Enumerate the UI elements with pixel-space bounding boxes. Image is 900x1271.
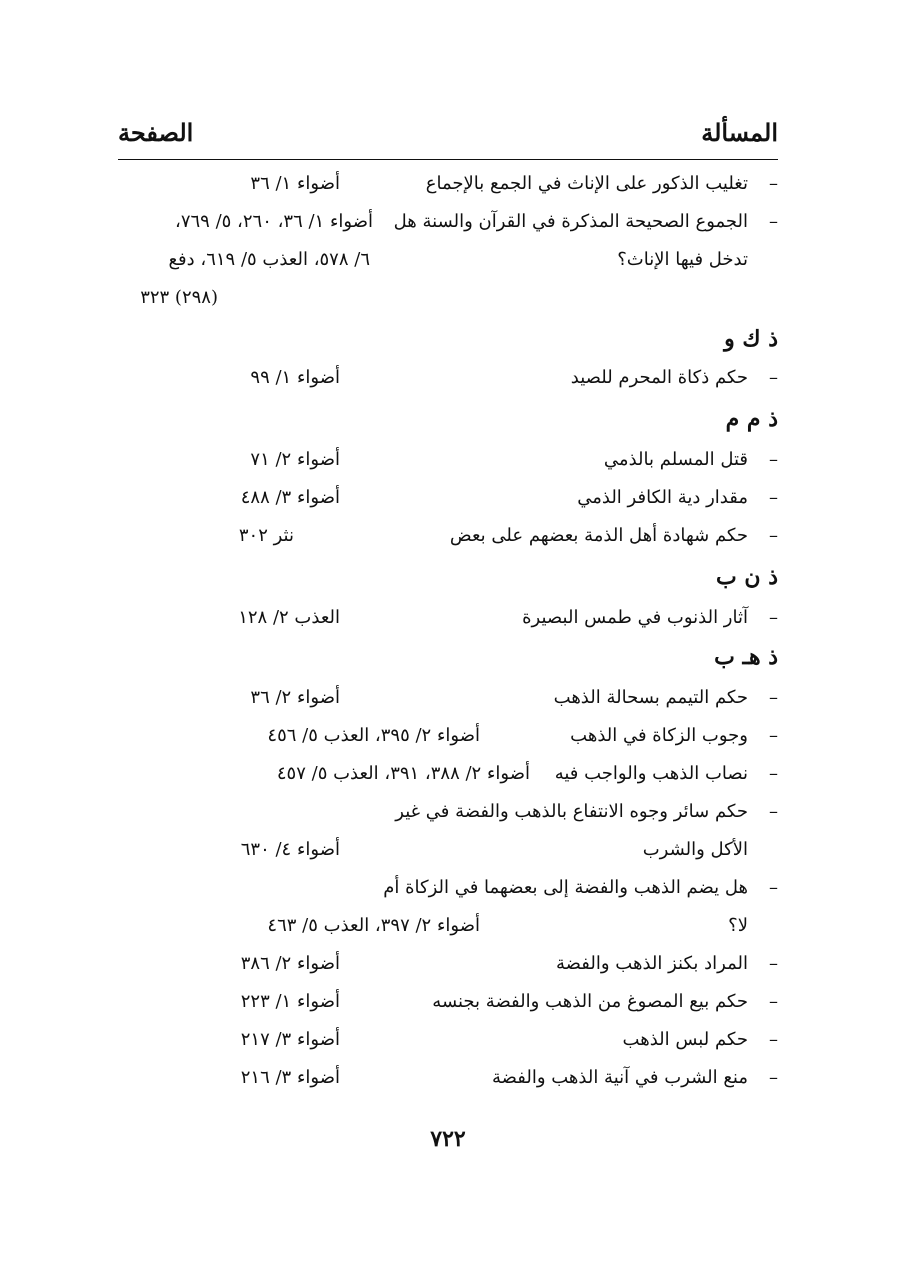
- entry-dash: –: [769, 687, 778, 708]
- entry-dash: –: [769, 211, 778, 232]
- index-entry: [118, 484, 778, 512]
- index-entry: [118, 446, 778, 474]
- entry-reference-continued: ٦/ ٥٧٨، العذب ٥/ ٦١٩، دفع: [168, 249, 370, 270]
- entry-dash: –: [769, 991, 778, 1012]
- entry-topic: المراد بكنز الذهب والفضة: [556, 953, 748, 974]
- index-entry: [118, 170, 778, 198]
- entry-topic: قتل المسلم بالذمي: [603, 449, 748, 470]
- entry-topic: هل يضم الذهب والفضة إلى بعضهما في الزكاة أم: [383, 877, 748, 898]
- entry-topic: منع الشرب في آنية الذهب والفضة: [491, 1067, 748, 1088]
- index-entry: [118, 522, 778, 550]
- table-header: [118, 118, 778, 158]
- entry-topic: حكم ذكاة المحرم للصيد: [570, 367, 748, 388]
- entry-dash: –: [769, 173, 778, 194]
- entry-dash: –: [769, 525, 778, 546]
- entry-topic-continued: لا؟: [728, 915, 748, 936]
- entry-dash: –: [769, 953, 778, 974]
- entry-reference: نثر ٣٠٢: [238, 525, 294, 546]
- section-heading: ذ ن ب: [716, 564, 778, 590]
- entry-reference: أضواء ٢/ ٧١: [250, 449, 340, 470]
- entry-reference: أضواء ١/ ٣٦: [250, 173, 340, 194]
- entry-topic: تغليب الذكور على الإناث في الجمع بالإجماع: [425, 173, 748, 194]
- entry-dash: –: [769, 449, 778, 470]
- index-entry: [118, 760, 778, 788]
- entry-topic: مقدار دية الكافر الذمي: [577, 487, 748, 508]
- index-entry: [118, 684, 778, 712]
- entry-dash: –: [769, 763, 778, 784]
- index-entry-continued: [118, 912, 778, 940]
- page-column-header: الصفحة: [118, 118, 194, 147]
- section-heading: ذ م م: [725, 406, 778, 432]
- entry-topic-continued: تدخل فيها الإناث؟: [617, 249, 748, 270]
- index-entry-continued: [118, 836, 778, 864]
- index-entry: [118, 988, 778, 1016]
- entry-reference: أضواء ١/ ٣٦، ٢٦٠، ٥/ ٧٦٩،: [175, 211, 373, 232]
- index-entry-continued: [118, 246, 778, 274]
- index-page: [118, 0, 778, 1271]
- index-entry: [118, 604, 778, 632]
- entry-reference: أضواء ٣/ ٢١٦: [240, 1067, 340, 1088]
- entry-dash: –: [769, 487, 778, 508]
- entry-topic: الجموع الصحيحة المذكرة في القرآن والسنة هل: [393, 211, 748, 232]
- entry-reference: أضواء ٢/ ٣٩٥، العذب ٥/ ٤٥٦: [267, 725, 480, 746]
- entry-reference: العذب ٢/ ١٢٨: [238, 607, 340, 628]
- entry-topic: وجوب الزكاة في الذهب: [570, 725, 748, 746]
- index-entry: [118, 722, 778, 750]
- index-entry: [118, 950, 778, 978]
- entry-dash: –: [769, 725, 778, 746]
- entry-topic: نصاب الذهب والواجب فيه: [554, 763, 748, 784]
- index-entry: [118, 798, 778, 826]
- index-entry: [118, 364, 778, 392]
- entry-topic: حكم لبس الذهب: [622, 1029, 748, 1050]
- entry-topic: حكم التيمم بسحالة الذهب: [553, 687, 748, 708]
- index-entry-continued: [118, 284, 778, 312]
- index-entry: [118, 208, 778, 236]
- entry-reference: أضواء ١/ ٢٢٣: [240, 991, 340, 1012]
- entry-topic-continued: الأكل والشرب: [642, 839, 748, 860]
- entry-dash: –: [769, 1067, 778, 1088]
- entry-dash: –: [769, 877, 778, 898]
- section-heading: ذ هـ ب: [714, 644, 778, 670]
- issue-column-header: المسألة: [701, 118, 778, 147]
- entry-topic: حكم شهادة أهل الذمة بعضهم على بعض: [449, 525, 748, 546]
- header-divider: [118, 159, 778, 160]
- page-number: ٧٢٢: [430, 1126, 466, 1152]
- entry-topic: آثار الذنوب في طمس البصيرة: [522, 607, 748, 628]
- index-entry: [118, 1026, 778, 1054]
- entry-reference: أضواء ٣/ ٢١٧: [240, 1029, 340, 1050]
- entry-dash: –: [769, 1029, 778, 1050]
- entry-reference: أضواء ٢/ ٣٨٨، ٣٩١، العذب ٥/ ٤٥٧: [276, 763, 530, 784]
- entry-reference: أضواء ٢/ ٣٦: [250, 687, 340, 708]
- entry-topic: حكم سائر وجوه الانتفاع بالذهب والفضة في غير: [395, 801, 748, 822]
- entry-reference: أضواء ٢/ ٣٨٦: [240, 953, 340, 974]
- entry-dash: –: [769, 801, 778, 822]
- entry-reference: أضواء ٤/ ٦٣٠: [240, 839, 340, 860]
- entry-reference: أضواء ١/ ٩٩: [250, 367, 340, 388]
- entry-reference: أضواء ٢/ ٣٩٧، العذب ٥/ ٤٦٣: [267, 915, 480, 936]
- section-heading: ذ ك و: [724, 326, 778, 352]
- entry-dash: –: [769, 607, 778, 628]
- index-entry: [118, 1064, 778, 1092]
- index-entry: [118, 874, 778, 902]
- entry-reference: أضواء ٣/ ٤٨٨: [240, 487, 340, 508]
- entry-dash: –: [769, 367, 778, 388]
- entry-topic: حكم بيع المصوغ من الذهب والفضة بجنسه: [432, 991, 748, 1012]
- entry-reference-continued: (٢٩٨) ٣٢٣: [140, 287, 218, 308]
